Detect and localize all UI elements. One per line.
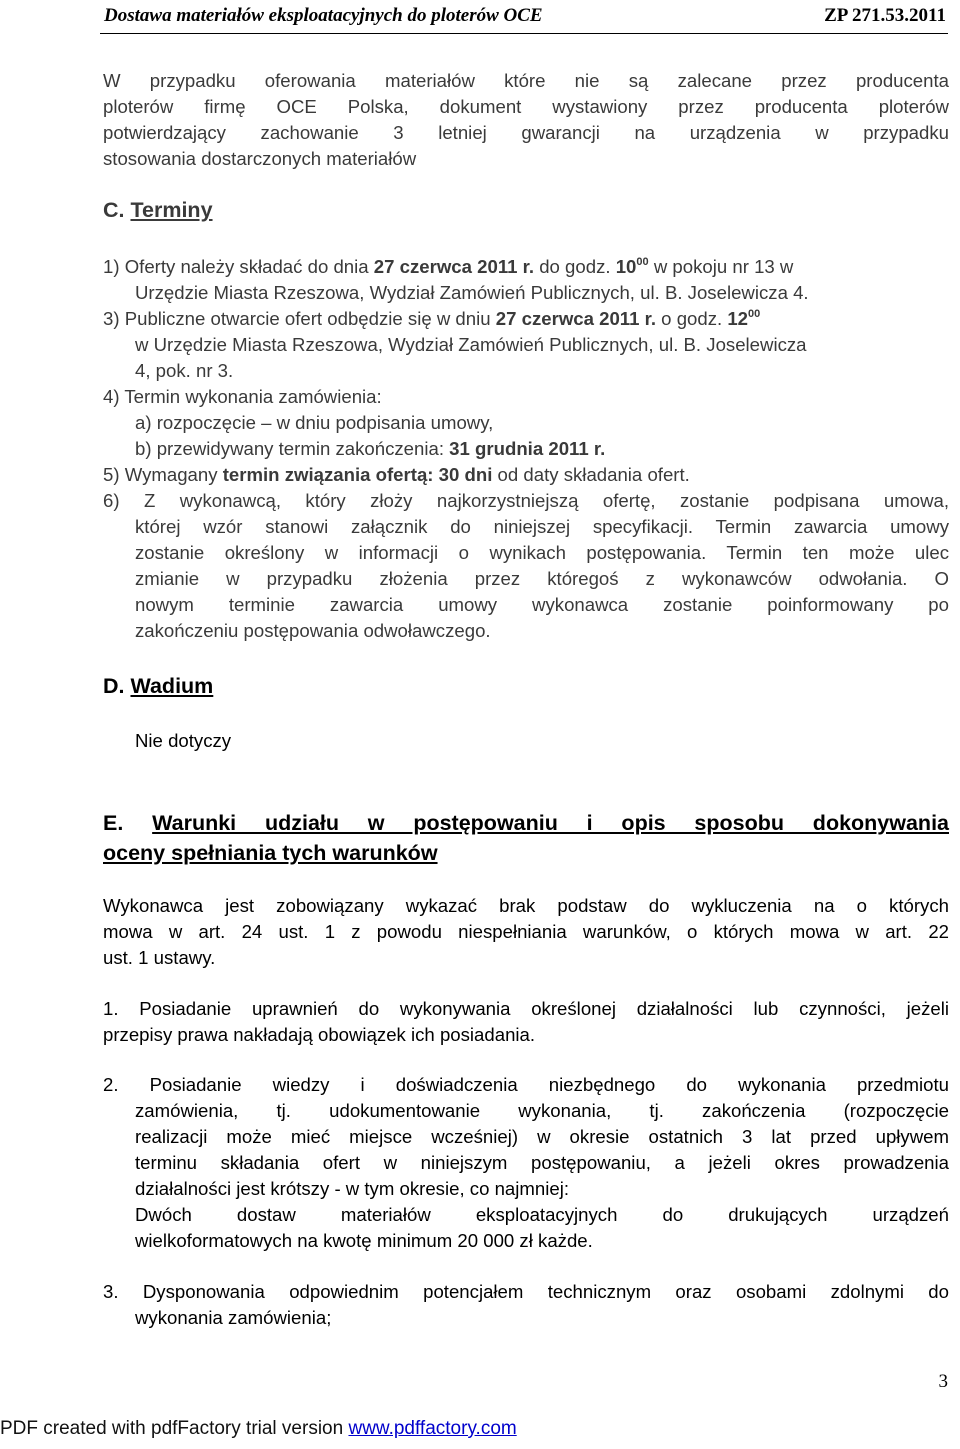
c-item-6-line-3: zostanie określony w informacji o wynikach postępowania. Termin ten może ulec [135, 542, 949, 563]
e-p2-line-1: 2. Posiadanie wiedzy i doświadczenia niezbędnego do wykonania przedmiotu [103, 1074, 949, 1095]
footer-link[interactable]: www.pdffactory.com [348, 1418, 517, 1439]
e-p2-line-4: terminu składania ofert w niniejszym postępowaniu, a jeżeli okres prowadzenia [135, 1152, 949, 1173]
e-intro-line-3: ust. 1 ustawy. [103, 947, 216, 968]
c-item-6-line-6: zakończeniu postępowania odwoławczego. [135, 620, 491, 641]
section-d-heading [103, 673, 213, 699]
c-item-3-line-2: w Urzędzie Miasta Rzeszowa, Wydział Zamówień Publicznych, ul. B. Joselewicza [135, 334, 807, 355]
section-c-heading [103, 197, 213, 223]
section-e-heading-line-1: E. Warunki udziału w postępowaniu i opis sposobu dokonywania [103, 811, 949, 835]
page-number: 3 [938, 1371, 948, 1392]
e-intro-line-2: mowa w art. 24 ust. 1 z powodu niespełniania warunków, o których mowa w art. 22 [103, 921, 949, 942]
section-d-body: Nie dotyczy [135, 730, 232, 751]
section-d-title: Wadium [130, 674, 214, 698]
intro-line-1: W przypadku oferowania materiałów które nie są zalecane przez producenta [103, 70, 949, 91]
page-header [104, 2, 946, 30]
c-item-6-line-5: nowym terminie zawarcia umowy wykonawca zostanie poinformowany po [135, 594, 949, 615]
c-item-4-line-3: b) przewidywany termin zakończenia: 31 grudnia 2011 r. [135, 438, 606, 459]
e-p2-line-2: zamówienia, tj. udokumentowanie wykonania, tj. zakończenia (rozpoczęcie [135, 1100, 949, 1121]
c-item-1-line-2: Urzędzie Miasta Rzeszowa, Wydział Zamówień Publicznych, ul. B. Joselewicza 4. [135, 282, 809, 303]
c-item-3-line-3: 4, pok. nr 3. [135, 360, 234, 381]
header-title: Dostawa materiałów eksploatacyjnych do ploterów OCE [104, 5, 543, 26]
intro-line-2: ploterów firmę OCE Polska, dokument wystawiony przez producenta ploterów [103, 96, 949, 117]
intro-line-4: stosowania dostarczonych materiałów [103, 148, 417, 169]
c-item-3-line-1: 3) Publiczne otwarcie ofert odbędzie się w dniu 27 czerwca 2011 r. o godz. $12^{00}$ [103, 308, 761, 329]
header-rule [100, 33, 948, 34]
c-item-6-line-2: której wzór stanowi załącznik do niniejszej specyfikacji. Termin zawarcia umowy [135, 516, 949, 537]
header-reference: ZP 271.53.2011 [824, 5, 946, 26]
c-item-5: 5) Wymagany termin związania ofertą: 30 dni od daty składania ofert. [103, 464, 690, 485]
e-intro-line-1: Wykonawca jest zobowiązany wykazać brak podstaw do wykluczenia na o których [103, 895, 949, 916]
e-p2-line-7: wielkoformatowych na kwotę minimum 20 000 zł każde. [135, 1230, 593, 1251]
e-p3-line-2: wykonania zamówienia; [135, 1307, 332, 1328]
e-p2-line-5: działalności jest krótszy - w tym okresie, co najmniej: [135, 1178, 569, 1199]
e-p1-line-1: 1. Posiadanie uprawnień do wykonywania określonej działalności lub czynności, jeżeli [103, 998, 949, 1019]
c-item-6-line-1: 6) Z wykonawcą, który złoży najkorzystniejszą ofertę, zostanie podpisana umowa, [103, 490, 949, 511]
e-p2-line-3: realizacji może mieć miejsce wcześniej) w okresie ostatnich 3 lat przed upływem [135, 1126, 949, 1147]
pdf-footer [0, 1418, 517, 1440]
section-c-letter: C. [103, 198, 125, 222]
section-e-title-1: Warunki udziału w postępowaniu i opis sposobu dokonywania [152, 811, 949, 835]
e-p1-line-2: przepisy prawa nakładają obowiązek ich posiadania. [103, 1024, 536, 1045]
intro-line-3: potwierdzający zachowanie 3 letniej gwarancji na urządzenia w przypadku [103, 122, 949, 143]
c-item-6-line-4: zmianie w przypadku złożenia przez któregoś z wykonawców odwołania. O [135, 568, 949, 589]
c-item-4-line-1: 4) Termin wykonania zamówienia: [103, 386, 382, 407]
section-c-title: Terminy [130, 198, 213, 222]
c-item-1-line-1: 1) Oferty należy składać do dnia 27 czerwca 2011 r. do godz. $10^{00}$ w pokoju nr 13 w [103, 256, 794, 277]
footer-text: PDF created with pdfFactory trial version [0, 1418, 349, 1439]
c-item-4-line-2: a) rozpoczęcie – w dniu podpisania umowy, [135, 412, 494, 433]
section-e-title-2: oceny spełniania tych warunków [103, 841, 438, 865]
e-p3-line-1: 3. Dysponowania odpowiednim potencjałem technicznym oraz osobami zdolnymi do [103, 1281, 949, 1302]
section-d-letter: D. [103, 674, 125, 698]
e-p2-line-6: Dwóch dostaw materiałów eksploatacyjnych do drukujących urządzeń [135, 1204, 949, 1225]
